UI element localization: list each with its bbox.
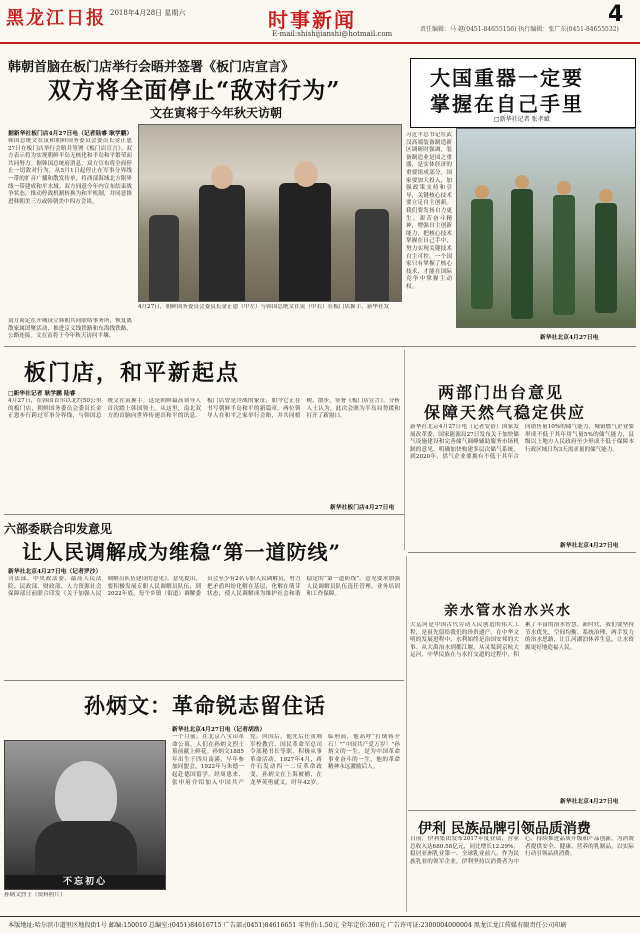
dateline: 2018年4月28日 星期六 xyxy=(110,9,186,17)
right-body: 习近平总书记在武汉高端装备制造新区调研时强调，装备制造业是国之重器，是实体经济的重要组成部分，国家要加大投入，加强政策支持和引导，关键核心技术要立足自主创新。我们要发扬自力更生、艰苦奋斗精神，增强自主创新能力，把核心技术掌握在自己手中，努力实现关键技术自主可控。一个国家只有掌握了核心技术，才能在国际竞争中掌握主动权。 xyxy=(406,132,452,290)
story2-dateline: 新华社板门店4月27日电 xyxy=(330,505,395,511)
lead-byline: 据新华社板门店4月27日电（记者陆睿 耿学鹏） xyxy=(8,131,133,137)
story3-headline: 两部门出台意见 xyxy=(438,383,565,402)
story7-body: 日前，伊利集团发布2017年度业绩，营业总收入达680.58亿元，同比增长12.29%，稳居亚洲乳业第一、全球乳业前八。作为民族乳业的领军企业，伊利坚持以消费者为中心，持续推进品质升级和产品创新，为消费者提供安全、健康、营养的乳制品，以实际行动引领品质消费。 xyxy=(410,836,634,865)
right-photo xyxy=(456,128,636,328)
lead-photo xyxy=(138,124,402,302)
right-headline-line1: 大国重器一定要 xyxy=(430,66,584,90)
story6-photo-banner: 不忘初心 xyxy=(5,875,165,889)
lead-headline: 双方将全面停止“敌对行为” xyxy=(48,77,341,104)
story3-headline-2: 保障天然气稳定供应 xyxy=(424,403,587,422)
story6-photo-caption: 孙炳文烈士（资料照片） xyxy=(4,892,66,898)
page-footer: 本版地址:哈尔滨市道里区地段街1号 邮编:150010 总编室:(0451)84616715 广告部:(0451)84616651 零售价:1.50元 全年定价:360元 广告许可证:2300004000004 黑龙江龙江传媒有限责任公司印刷 xyxy=(0,916,640,934)
lead-kicker: 韩朝首脑在板门店举行会晤并签署《板门店宣言》 xyxy=(8,60,295,75)
lead-photo-caption: 4月27日，朝鲜国务委员会委员长金正恩（中左）与韩国总统文在寅（中右）在板门店握手。新华社发 xyxy=(138,304,390,310)
story2-headline: 板门店，和平新起点 xyxy=(24,360,241,386)
story3-dateline: 新华社北京4月27日电 xyxy=(560,543,619,549)
page-number: 4 xyxy=(608,2,624,27)
story4-body: 司法部、中央政法委、最高人民法院、民政部、财政部、人力资源社会保障部日前联合印发《关于加强人民调解员队伍建设的意见》。意见提出，要积极发展专职人民调解员队伍，到2022年底，每个乡镇（街道）调解委员会至少有2名专职人民调解员，努力把矛盾纠纷化解在基层，化解在萌芽状态，使人民调解成为维护社会和谐稳定的“第一道防线”。意见要求加强人民调解员队伍选任管理、业务培训和工作保障。 xyxy=(8,576,400,598)
right-date-note: 新华社北京4月27日电 xyxy=(540,335,599,341)
lead-body: 韩国总统文在寅和朝鲜国务委员会委员长金正恩27日在板门店举行会晤并签署《板门店宣言》。双方表示将为实现朝鲜半岛无核化和半岛和平繁荣而共同努力。据韩国总统府消息，双方宣布将全面停止一切敌对行为，从5月1日起停止在军事分界线一带的扩音广播和散发传单，将西部海域北方限界线一带建成和平水域。双方同意今年内宣布结束战争状态，推动停战机制转换为和平机制，并同意推进韩朝美三方或韩朝美中四方会谈。 xyxy=(8,138,132,205)
editors-line: 责任编辑：马 越(0451-84655156) 执行编辑：张广东(0451-84655532) xyxy=(420,26,619,33)
newspaper-logo: 黑龙江日报 xyxy=(6,8,106,29)
section-email: E-mail:shishijianshi@hotmail.com xyxy=(272,30,393,38)
story7-headline: 伊利 民族品牌引领品质消费 xyxy=(418,821,591,837)
story4-headline: 让人民调解成为维稳“第一道防线” xyxy=(22,540,342,564)
lead-subtitle: 文在寅将于今年秋天访朝 xyxy=(150,106,283,120)
story3-body: 新华社北京4月27日电（记者安蓓）国家发展改革委、国家能源局27日发布关于加快储气设施建设和完善储气调峰辅助服务市场机制的意见，明确加快构建多层次储气系统，到2020年，供气企业要拥有不低于其年合同销售量10%的储气能力，城镇燃气企业要形成不低于其年用气量5%的储气能力，县级以上地方人民政府至少形成不低于保障本行政区域日均3天需求量的储气能力。 xyxy=(410,424,634,461)
story5-dateline: 新华社北京4月27日电 xyxy=(560,799,619,805)
story4-byline: 新华社北京4月27日电（记者罗沙） xyxy=(8,569,102,575)
story4-kicker: 六部委联合印发意见 xyxy=(4,522,113,536)
right-headline-line2: 掌握在自己手里 xyxy=(430,92,584,116)
story6-photo xyxy=(4,740,166,890)
story5-headline: 亲水管水治水兴水 xyxy=(444,603,572,619)
story2-byline: □新华社记者 耿学鹏 陆睿 xyxy=(8,391,76,397)
story6-byline: 新华社北京4月27日电（记者胡浩） xyxy=(172,727,266,733)
story6-headline: 孙炳文：革命锐志留住话 xyxy=(84,693,326,718)
lead-body-2: 双方商定在开城设立韩朝共同联络事务所，恢复离散家属团聚活动，推进京义线铁路和东海线铁路、公路连接。文在寅将于今年秋天访问平壤。 xyxy=(8,318,132,340)
story2-body: 4月27日，在韩国首尔以北约50公里的板门店，朝鲜国务委员会委员长金正恩步行跨过军事分界线，与韩国总统文在寅握手。这是朝鲜最高领导人首次踏上韩国领土。从这里，南北双方的首脑向世界传递出和平的讯息。板门店曾是冷战的象征，如今它正在书写朝鲜半岛和平的新篇章。两位领导人在和平之家举行会晤，并共同植树、散步，签署《板门店宣言》。分析人士认为，此次会晤为半岛局势缓和打开了新窗口。 xyxy=(8,398,400,420)
masthead xyxy=(0,0,640,44)
section-title: 时事新闻 xyxy=(268,8,356,32)
story5-body: 大运河是中国古代劳动人民创造的伟大工程，是祖先留给我们的珍贵遗产。在中华文明的发展进程中，水利始终是治国安邦的大事。从大禹治水到都江堰，从灵渠到京杭大运河，中华民族在与水打交道的过程中，积累了丰富的治水智慧。新时代，我们要坚持节水优先、空间均衡、系统治理、两手发力的治水思路，让江河湖泊休养生息，让水资源更好地造福人民。 xyxy=(410,622,634,659)
story6-body: 一个月前，在北京八宝山革命公墓，人们在孙炳文烈士墓前献上鲜花。孙炳文1885年出生于四川南溪，早年参加同盟会，1922年与朱德一起赴德国留学，经周恩来、张申府介绍加入中国共产党。回国后，他先后任黄埔军校教官、国民革命军总司令部秘书长等职，积极从事革命活动。1927年4月，蒋介石发动四一二反革命政变，孙炳文在上海被捕，在龙华英勇就义，时年42岁。临刑前，他高呼“打倒蒋介石！”“中国共产党万岁！”孙炳文的一生，是为中国革命事业奋斗的一生，他的革命精神永远激励后人。 xyxy=(172,734,400,786)
right-byline: □新华社记者 张孝斌 xyxy=(494,116,550,123)
